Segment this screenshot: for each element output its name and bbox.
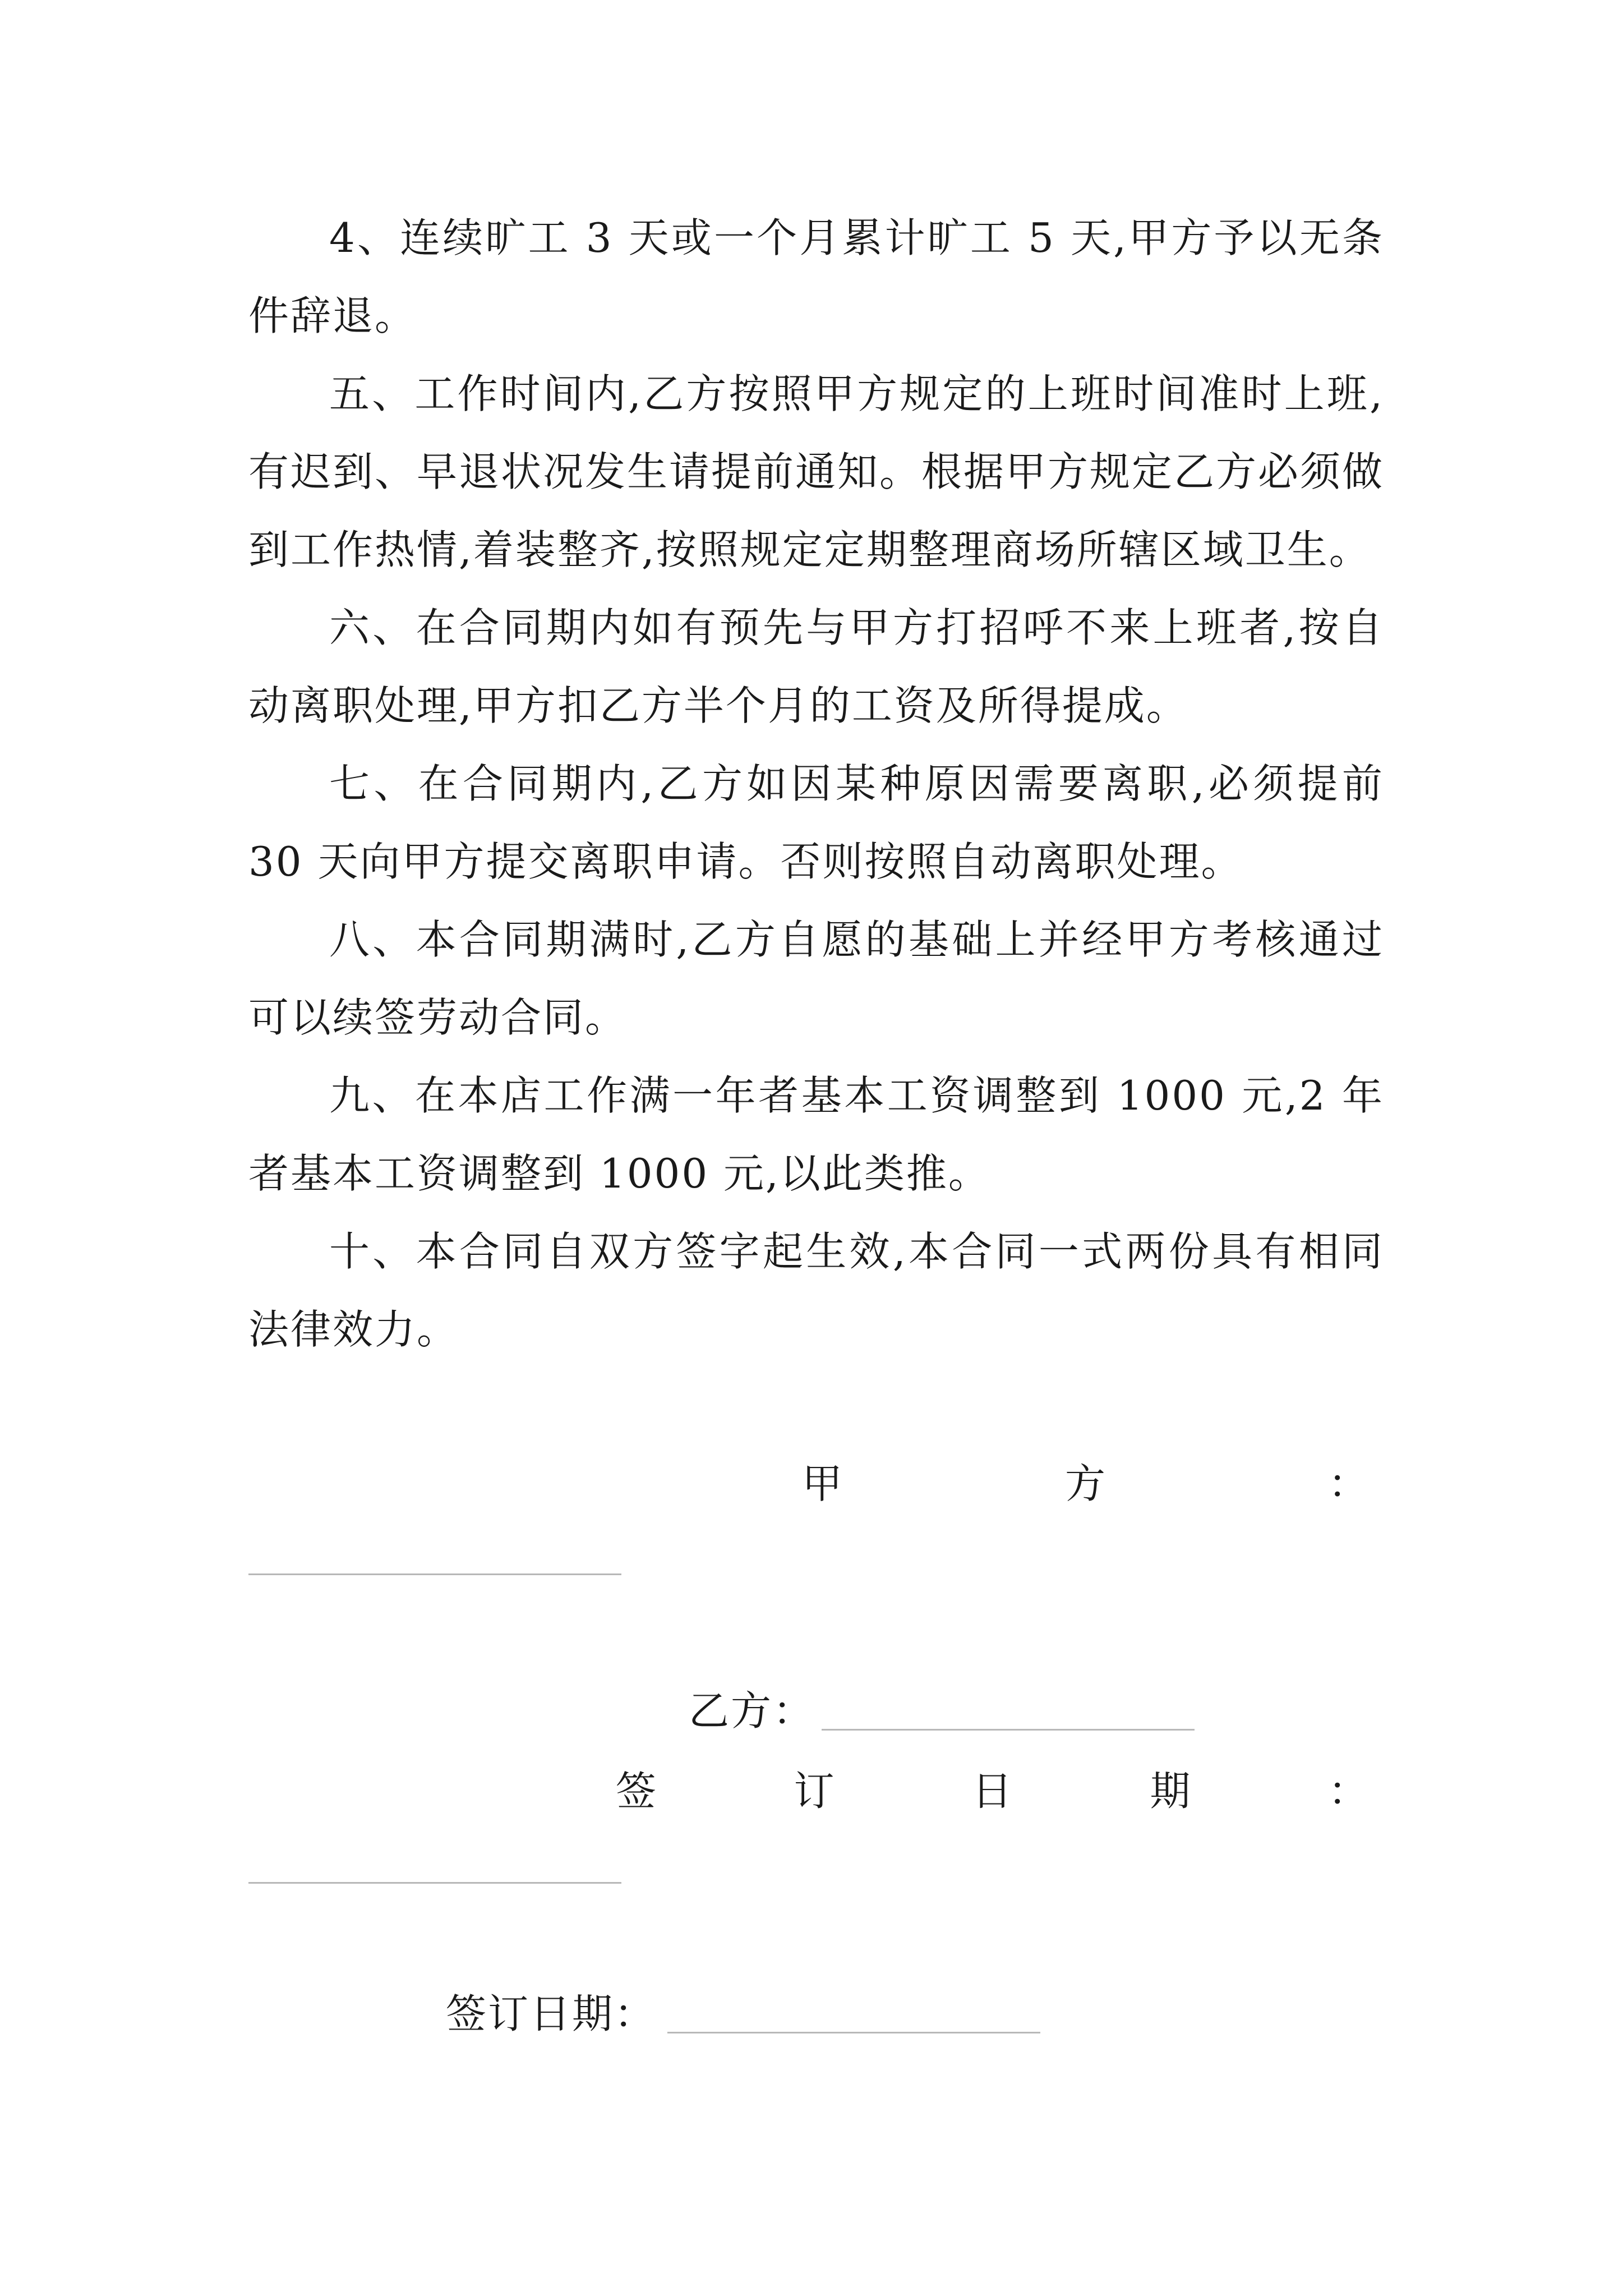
party-a-char-1: 甲 bbox=[802, 1460, 843, 1507]
sign-date-char-5: ： bbox=[1327, 1768, 1368, 1815]
sign-date-label-a bbox=[616, 1760, 1368, 1822]
sign-date-a-line[interactable] bbox=[248, 1882, 621, 1884]
sign-date-label-b: 签订日期： bbox=[446, 1990, 657, 2037]
clause-9: 九、在本店工作满一年者基本工资调整到 1000 元,2 年者基本工资调整到 1000 元,以此类推。 bbox=[248, 1072, 1384, 1197]
party-b-signature-line[interactable] bbox=[822, 1729, 1195, 1731]
clause-8: 八、本合同期满时,乙方自愿的基础上并经甲方考核通过可以续签劳动合同。 bbox=[248, 916, 1384, 1041]
clause-10: 十、本合同自双方签字起生效,本合同一式两份具有相同法律效力。 bbox=[248, 1228, 1384, 1353]
sign-date-b-line[interactable] bbox=[667, 2032, 1040, 2033]
party-a-label bbox=[802, 1453, 1368, 1515]
party-a-signature-line[interactable] bbox=[248, 1573, 621, 1575]
clause-4: 4、连续旷工 3 天或一个月累计旷工 5 天,甲方予以无条件辞退。 bbox=[248, 214, 1384, 339]
party-a-char-3: ： bbox=[1327, 1460, 1368, 1507]
clause-5: 五、工作时间内,乙方按照甲方规定的上班时间准时上班,有迟到、早退状况发生请提前通知。根据甲方规定乙方必须做到工作热情,着装整齐,按照规定定期整理商场所辖区域卫生。 bbox=[248, 370, 1385, 573]
sign-date-char-4: 期 bbox=[1150, 1768, 1191, 1815]
sign-date-char-1: 签 bbox=[616, 1768, 657, 1815]
sign-date-char-2: 订 bbox=[794, 1768, 834, 1815]
party-b-label: 乙方： bbox=[689, 1687, 815, 1734]
contract-clauses bbox=[248, 199, 1384, 1369]
party-a-char-2: 方 bbox=[1064, 1460, 1105, 1507]
sign-date-char-3: 日 bbox=[971, 1768, 1012, 1815]
clause-7: 七、在合同期内,乙方如因某种原因需要离职,必须提前 30 天向甲方提交离职申请。否则按照自动离职处理。 bbox=[248, 760, 1384, 885]
clause-6: 六、在合同期内如有预先与甲方打招呼不来上班者,按自动离职处理,甲方扣乙方半个月的工资及所得提成。 bbox=[248, 604, 1384, 729]
